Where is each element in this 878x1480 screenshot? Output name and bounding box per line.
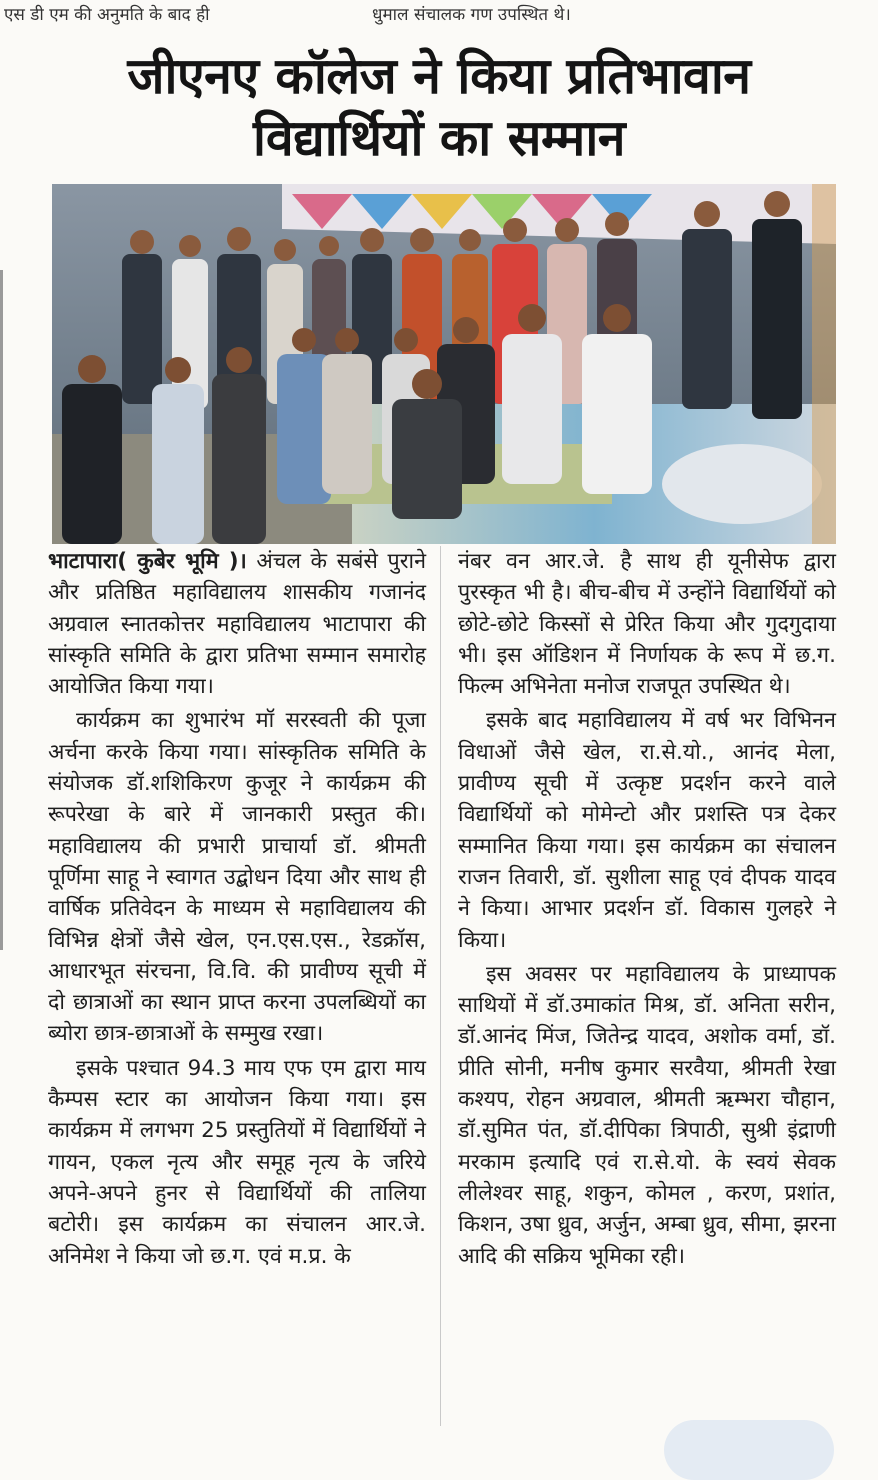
fragment-right-text: धुमाल संचालक गण उपस्थित थे। [372, 5, 571, 25]
article-paragraph-2: कार्यक्रम का शुभारंभ मॉ सरस्वती की पूजा अर्चना करके किया गया। सांस्कृतिक समिति के संयोजक डॉ.शशिकिरण कुजूर ने कार्यक्रम की रूपरेखा के बारे में जानकारी प्रस्तुत की। महाविद्यालय की प्रभारी प्राचार्या डॉ. श्रीमती पूर्णिमा साहू ने स्वागत उद्बोधन दिया और साथ ही वार्षिक प्रतिवेदन के माध्यम से महाविद्यालय की विभिन्न क्षेत्रों जैसे खेल, एन.एस.एस., रेडक्रॉस, आधारभूत संरचना, वि.वि. की प्रावीण्य सूची में दो छात्राओं का स्थान प्राप्त करना उपलब्धियों का ब्योरा छात्र-छात्राओं के सम्मुख रखा। [48, 708, 426, 1047]
article-column-left [48, 546, 426, 1426]
previous-article-fragment [0, 0, 878, 30]
column-divider [440, 546, 441, 1426]
headline-line-2: विद्यार्थियों का सम्मान [252, 109, 626, 167]
headline-line-1: जीएनए कॉलेज ने किया प्रतिभावान [127, 47, 751, 105]
article-paragraph-5: इसके बाद महाविद्यालय में वर्ष भर विभिनन विधाओं जैसे खेल, रा.से.यो., आनंद मेला, प्रावीण्य सूची में उत्कृष्ट प्रदर्शन करने वाले विद्यार्थियों को मोमेन्टो और प्रशस्ति पत्र देकर सम्मानित किया गया। इस कार्यक्रम का संचालन राजन तिवारी, डॉ. सुशीला साहू एवं दीपक यादव ने किया। आभार प्रदर्शन डॉ. विकास गुलहरे ने किया। [458, 708, 836, 953]
article-paragraph-4: नंबर वन आर.जे. है साथ ही यूनीसेफ द्वारा पुरस्कृत भी है। बीच-बीच में उन्होंने विद्यार्थियों को छोटे-छोटे किस्सों से प्रेरित किया और गुदगुदाया भी। इस ऑडिशन में निर्णायक के रूप में छ.ग. फिल्म अभिनेता मनोज राजपूत उपस्थित थे। [458, 549, 836, 700]
group-photo-illustration [52, 184, 836, 544]
page-edge-shadow [0, 270, 3, 950]
article-paragraph-3: इसके पश्चात 94.3 माय एफ एम द्वारा माय कैम्पस स्टार का आयोजन किया गया। इस कार्यक्रम में लगभग 25 प्रस्तुतियों में विद्यार्थियों ने गायन, एकल नृत्य और समूह नृत्य के जरिये अपने-अपने हुनर से विद्यार्थियों की तालिया बटोरी। इस कार्यक्रम का संचालन आर.जे. अनिमेश ने किया जो छ.ग. एवं म.प्र. के [48, 1055, 426, 1269]
group-photo [52, 184, 836, 544]
article-paragraph-1 [48, 546, 426, 702]
article-column-right [458, 546, 836, 1426]
article-paragraph-6: इस अवसर पर महाविद्यालय के प्राध्यापक साथियों में डॉ.उमाकांत मिश्र, डॉ. अनिता सरीन, डॉ.आनंद मिंज, जितेन्द्र यादव, अशोक वर्मा, डॉ. प्रीति सोनी, मनीष कुमार सरवैया, श्रीमती रेखा कश्यप, रोहन अग्रवाल, श्रीमती ऋम्भरा चौहान, डॉ.सुमित पंत, डॉ.दीपिका त्रिपाठी, सुश्री इंद्राणी मरकाम इत्यादि एवं रा.से.यो. के स्वयं सेवक लीलेश्वर साहू, शकुन, कोमल , करण, प्रशांत, किशन, उषा ध्रुव, अर्जुन, अम्बा ध्रुव, सीमा, झरना आदि की सक्रिय भूमिका रही। [458, 961, 836, 1269]
article-paragraph-1-text: अंचल के सबंसे पुराने और प्रतिष्ठित महाविद्यालय शासकीय गजानंद अग्रवाल स्नातकोत्तर महाविद्यालय भाटापारा की सांस्कृति समिति के द्वारा प्रतिभा सम्मान समारोह आयोजित किया गया। [48, 549, 426, 700]
next-article-graphic [664, 1420, 834, 1480]
fragment-left-text: एस डी एम की अनुमति के बाद ही [4, 5, 210, 25]
article-dateline: भाटापारा( कुबेर भूमि )। [48, 549, 247, 574]
